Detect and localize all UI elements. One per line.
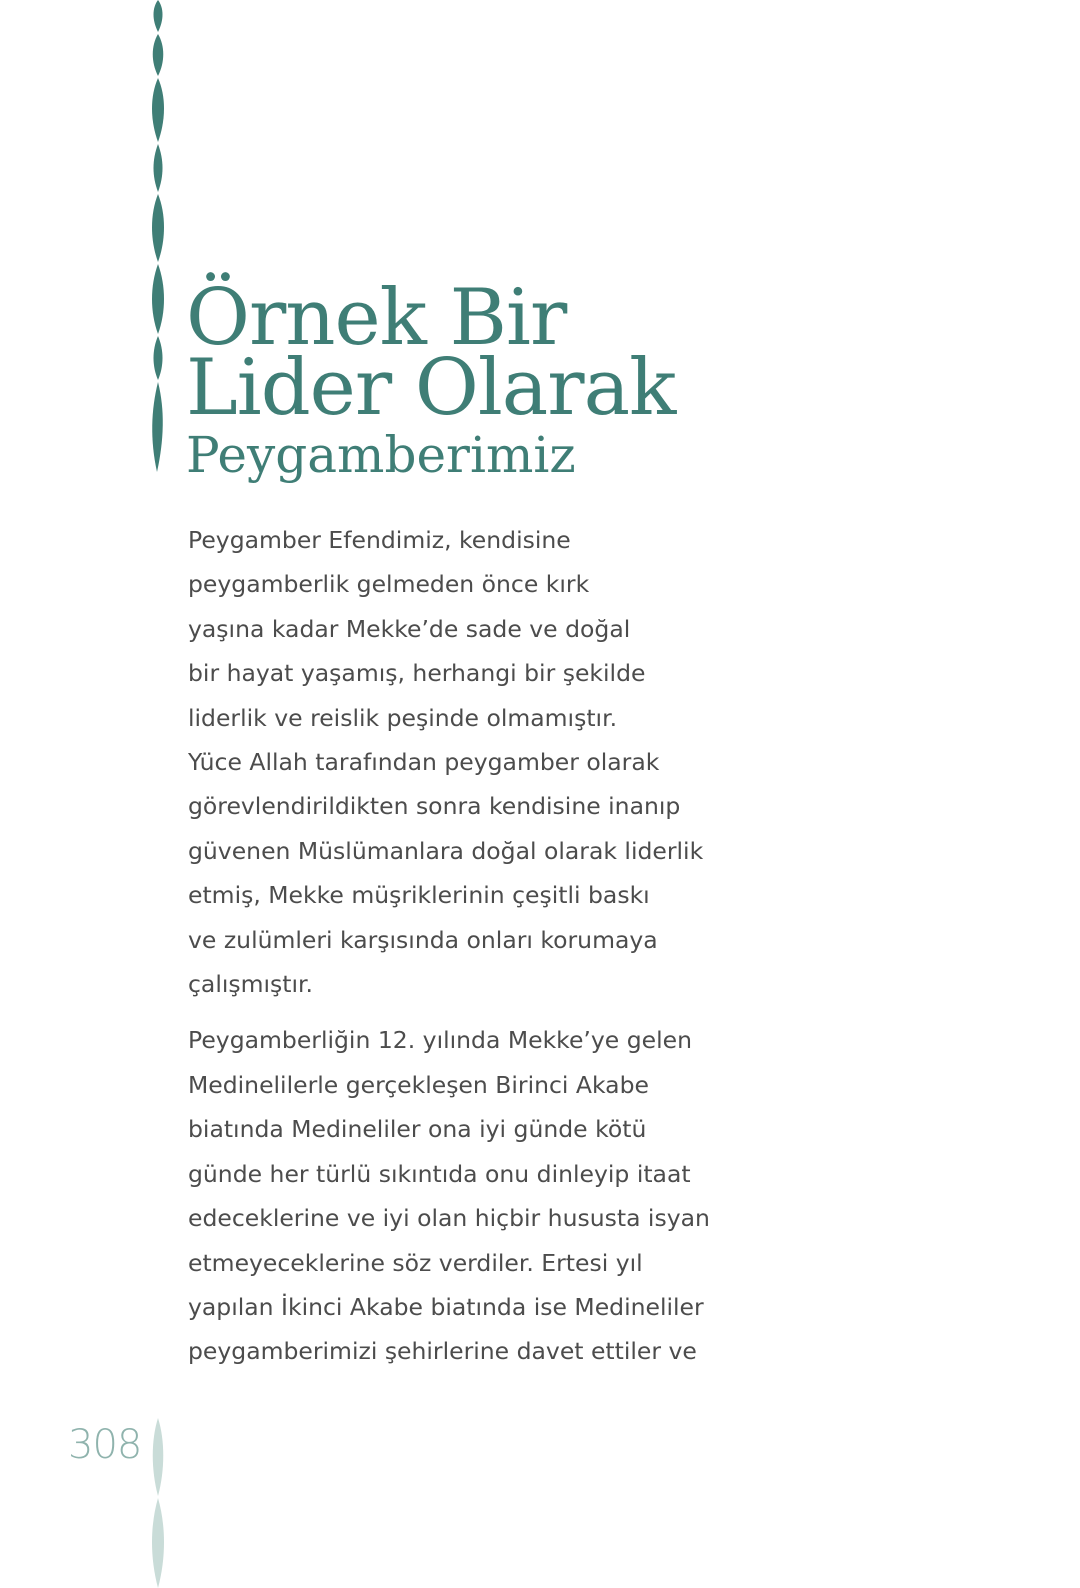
text-line: ve zulümleri karşısında onları korumaya	[188, 925, 658, 954]
text-line: Peygamber Efendimiz, kendisine	[188, 526, 571, 554]
paragraph-1	[188, 518, 704, 1006]
text-line: etmeyeceklerine söz verdiler. Ertesi yıl	[188, 1248, 643, 1277]
text-line: yaşına kadar Mekke’de sade ve doğal	[188, 614, 631, 643]
body-text	[188, 518, 710, 1374]
text-line: görevlendirildikten sonra kendisine inanıp	[188, 792, 681, 821]
title-subtitle: Peygamberimiz	[186, 426, 576, 484]
text-line: çalışmıştır.	[188, 970, 314, 999]
text-line: Yüce Allah tarafından peygamber olarak	[188, 748, 660, 777]
text-line: edeceklerine ve iyi olan hiçbir hususta isyan	[188, 1204, 710, 1233]
text-line: bir hayat yaşamış, herhangi bir şekilde	[188, 659, 646, 688]
paragraph-gap	[188, 1006, 678, 1018]
text-line: güvenen Müslümanlara doğal olarak liderlik	[188, 836, 704, 865]
text-line: biatında Medineliler ona iyi günde kötü	[188, 1115, 647, 1144]
chapter-title	[186, 273, 746, 484]
vertical-ornament-top	[146, 0, 170, 475]
paragraph-2	[188, 1018, 710, 1373]
text-line: peygamberlik gelmeden önce kırk	[188, 570, 590, 599]
vertical-ornament-bottom	[146, 1418, 170, 1588]
page-number: 308	[68, 1422, 142, 1468]
text-line: Medinelilerle gerçekleşen Birinci Akabe	[188, 1070, 649, 1099]
text-line: liderlik ve reislik peşinde olmamıştır.	[188, 703, 618, 732]
text-line: etmiş, Mekke müşriklerinin çeşitli baskı	[188, 881, 650, 910]
text-line: günde her türlü sıkıntıda onu dinleyip itaat	[188, 1159, 691, 1188]
text-line: Peygamberliğin 12. yılında Mekke’ye gelen	[188, 1026, 692, 1055]
title-line-2: Lider Olarak	[186, 343, 676, 433]
title-line-1: Örnek Bir	[186, 273, 567, 363]
text-line: peygamberimizi şehirlerine davet ettiler ve	[188, 1337, 697, 1366]
text-line: yapılan İkinci Akabe biatında ise Medineliler	[188, 1292, 704, 1321]
